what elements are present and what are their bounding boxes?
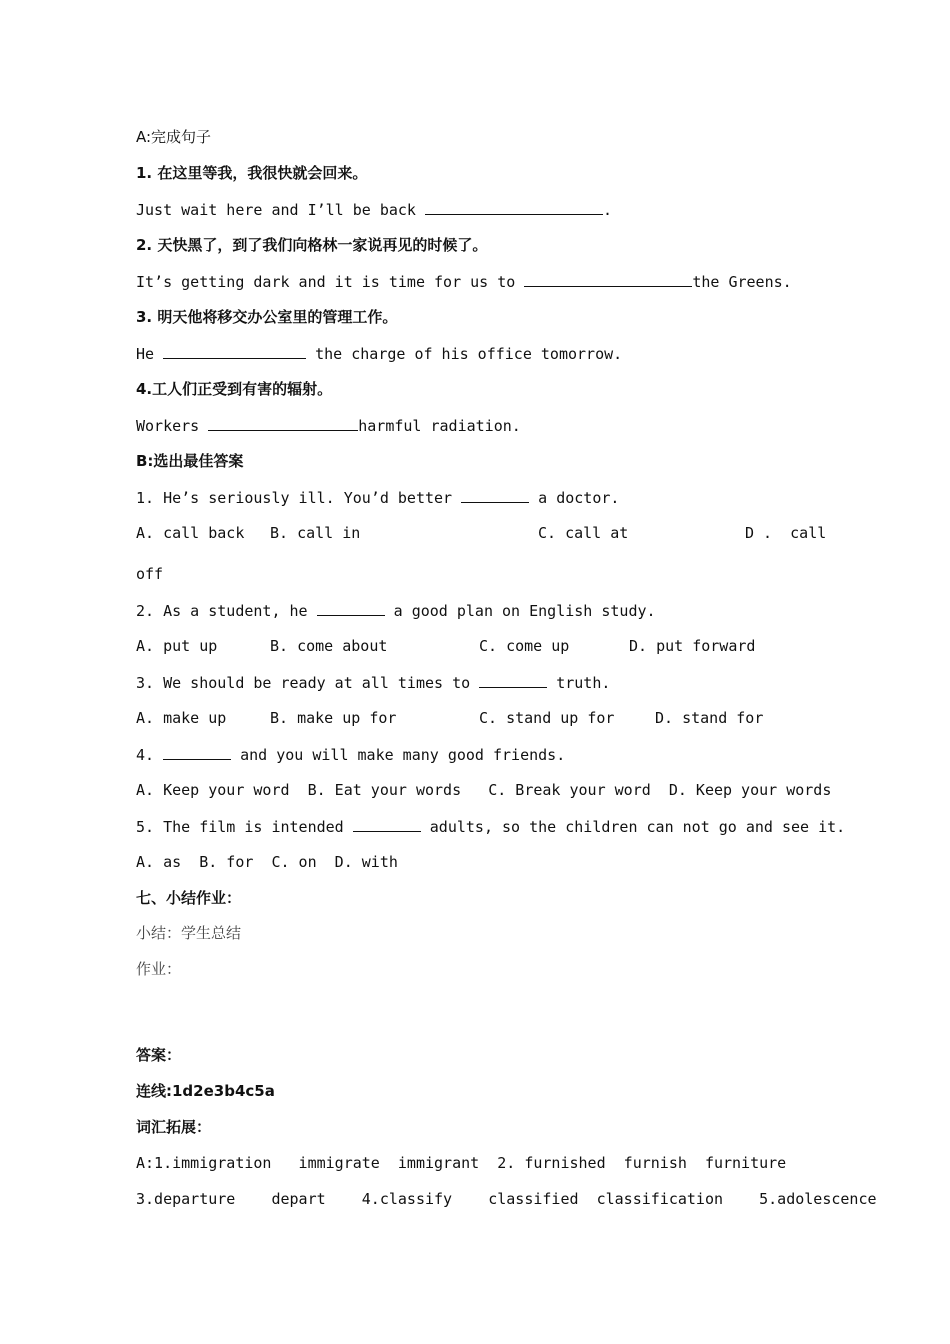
b-q4-options[interactable]: A. Keep your word B. Eat your words C. Break your word D. Keep your words — [136, 781, 832, 799]
b-q2-option-c[interactable]: C. come up — [479, 637, 570, 655]
answer-blank[interactable] — [425, 198, 603, 215]
b-q5-stem — [136, 815, 845, 838]
b-q1-option-d[interactable]: D . call — [745, 524, 827, 542]
summary-line: 小结：学生总结 — [136, 924, 242, 942]
b-q1-text-post: a doctor. — [529, 489, 620, 507]
a-q2-english — [136, 270, 792, 293]
a-q3-text-pre: He — [136, 345, 164, 363]
b-q3-option-b[interactable]: B. make up for — [270, 709, 397, 727]
b-q4-text-post: and you will make many good friends. — [231, 746, 566, 764]
b-q5-text-pre: 5. The film is intended — [136, 818, 353, 836]
b-q2-option-d[interactable]: D. put forward — [629, 637, 756, 655]
answer-blank[interactable] — [163, 743, 231, 760]
vocab-line-2: 3.departure depart 4.classify classified classification 5.adolescence — [136, 1190, 877, 1208]
b-q5-options[interactable]: A. as B. for C. on D. with — [136, 853, 398, 871]
b-q3-option-a[interactable]: A. make up — [136, 709, 227, 727]
answers-title: 答案： — [136, 1046, 182, 1064]
answers-matching-text: 连线:1d2e3b4c5a — [136, 1082, 275, 1100]
section-a-title: A:完成句子 — [136, 128, 212, 146]
b-q4-text-pre: 4. — [136, 746, 164, 764]
a-q2-text-post: the Greens. — [692, 273, 792, 291]
b-q2-text-pre: 2. As a student, he — [136, 602, 317, 620]
vocab-title: 词汇拓展： — [136, 1118, 212, 1136]
answer-blank[interactable] — [524, 270, 692, 287]
b-q4-stem — [136, 743, 565, 766]
b-q3-text-post: truth. — [547, 674, 611, 692]
b-q2-text-post: a good plan on English study. — [384, 602, 656, 620]
answer-blank[interactable] — [353, 815, 421, 832]
a-q3-english — [136, 342, 622, 365]
a-q3-chinese: 3. 明天他将移交办公室里的管理工作。 — [136, 308, 398, 326]
summary-title: 七、小结作业： — [136, 889, 242, 907]
b-q5-text-post: adults, so the children can not go and see it. — [420, 818, 846, 836]
b-q2-option-b[interactable]: B. come about — [270, 637, 388, 655]
a-q1-chinese: 1. 在这里等我，我很快就会回来。 — [136, 164, 368, 182]
a-q4-text-pre: Workers — [136, 417, 209, 435]
a-q4-chinese: 4.工人们正受到有害的辐射。 — [136, 380, 333, 398]
answer-blank[interactable] — [208, 414, 358, 431]
b-q1-text-pre: 1. He’s seriously ill. You’d better — [136, 489, 462, 507]
a-q4-text-post: harmful radiation. — [358, 417, 521, 435]
b-q1-option-a[interactable]: A. call back — [136, 524, 245, 542]
a-q1-text-pre: Just wait here and I’ll be back — [136, 201, 425, 219]
answer-blank[interactable] — [461, 486, 529, 503]
a-q1-text-post: . — [602, 201, 613, 219]
a-q3-text-post: the charge of his office tomorrow. — [306, 345, 623, 363]
section-b-title: B:选出最佳答案 — [136, 452, 244, 470]
b-q3-text-pre: 3. We should be ready at all times to — [136, 674, 480, 692]
homework-line: 作业： — [136, 960, 182, 978]
b-q2-option-a[interactable]: A. put up — [136, 637, 218, 655]
a-q4-english — [136, 414, 521, 437]
b-q1-stem — [136, 486, 619, 509]
answers-matching — [136, 1080, 275, 1102]
b-q1-option-b[interactable]: B. call in — [270, 524, 361, 542]
b-q3-option-c[interactable]: C. stand up for — [479, 709, 615, 727]
b-q1-option-c[interactable]: C. call at — [538, 524, 629, 542]
answer-blank[interactable] — [479, 671, 547, 688]
a-q2-chinese: 2. 天快黑了，到了我们向格林一家说再见的时候了。 — [136, 236, 488, 254]
a-q2-text-pre: It’s getting dark and it is time for us to — [136, 273, 525, 291]
a-q1-english — [136, 198, 612, 221]
b-q3-stem — [136, 671, 610, 694]
answer-blank[interactable] — [163, 342, 306, 359]
b-q2-stem — [136, 599, 656, 622]
answer-blank[interactable] — [317, 599, 385, 616]
b-q1-option-d-continued: off — [136, 565, 164, 583]
vocab-line-1: A:1.immigration immigrate immigrant 2. furnished furnish furniture — [136, 1154, 787, 1172]
b-q3-option-d[interactable]: D. stand for — [655, 709, 764, 727]
